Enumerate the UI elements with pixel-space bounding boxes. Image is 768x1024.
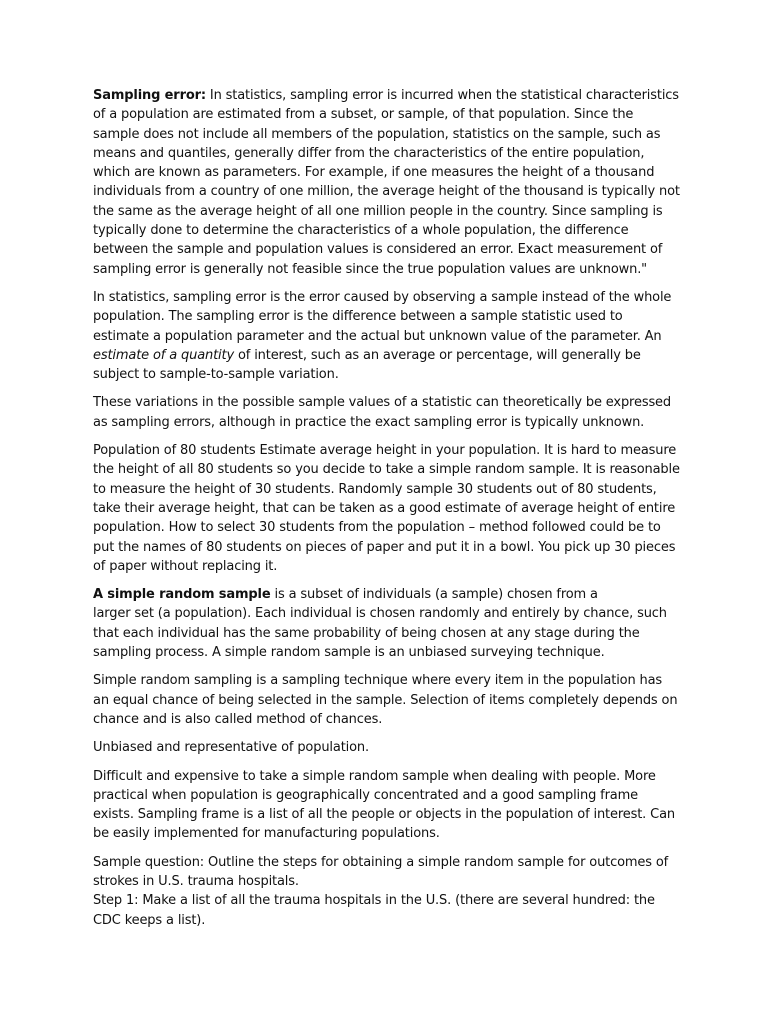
- paragraph-student-example: Population of 80 students Estimate average height in your population. It is hard to measure the height of all 80 students so you decide to take a simple random sample. It is reasonable to measure the height of 30 students. Randomly sample 30 students out of 80 students, take their average height, that can be taken as a good estimate of average height of entire population. How to select 30 students from the population – method followed could be to put the names of 80 students on pieces of paper and put it in a bowl. You pick up 30 pieces of paper without replacing it.: [93, 443, 680, 574]
- paragraph-text: larger set (a population). Each individual is chosen randomly and entirely by chance, such that each individual has the same probability of being chosen at any stage during the sampling process. A simple random sample is an unbiased surveying technique.: [93, 606, 667, 661]
- paragraph-sampling-error: [93, 86, 681, 279]
- paragraph-simple-random-sampling: Simple random sampling is a sampling technique where every item in the population has an equal chance of being selected in the sample. Selection of items completely depends on chance and is also called method of chances.: [93, 673, 678, 727]
- term-sampling-error: Sampling error:: [93, 88, 206, 103]
- term-simple-random-sample: A simple random sample: [93, 587, 271, 603]
- paragraph-text: is a subset of individuals (a sample) chosen from a: [270, 587, 598, 603]
- paragraph-unbiased: Unbiased and representative of population.: [93, 740, 369, 756]
- paragraph-text: In statistics, sampling error is the error caused by observing a sample instead of the whole population. The sampling error is the difference between a sample statistic used to estimate a population parameter and the actual but unknown value of the parameter. An: [93, 289, 672, 344]
- paragraph-sampling-error-definition: [93, 288, 681, 384]
- paragraph-difficulties: Difficult and expensive to take a simple random sample when dealing with people. More practical when population is geographically concentrated and a good sampling frame exists. Sampling frame is a list of all the people or objects in the population of interest. Can be easily implemented for manufacturing populations.: [93, 768, 675, 842]
- step-1-text: Step 1: Make a list of all the trauma hospitals in the U.S. (there are several hundred: the CDC keeps a list).: [93, 893, 655, 928]
- sample-question-text: Sample question: Outline the steps for obtaining a simple random sample for outcomes of strokes in U.S. trauma hospitals.: [93, 854, 669, 889]
- paragraph-text: of interest, such as an average or percentage, will generally be subject to sample-to-sample variation.: [93, 347, 641, 383]
- paragraph-simple-random-sample: [93, 585, 681, 662]
- italic-phrase: estimate of a quantity: [93, 347, 234, 363]
- paragraph-text: In statistics, sampling error is incurred when the statistical characteristics of a population are estimated from a subset, or sample, of that population. Since the sample does not include all members of the population, statistics on the sample, such as means and quantiles, generally differ from the characteristics of the entire population, which are known as parameters. For example, if one measures the height of a thousand individuals from a country of one million, the average height of the thousand is typically not the same as the average height of all one million people in the country. Since sampling is typically done to determine the characteristics of a whole population, the difference between the sample and population values is considered an error. Exact measurement of sampling error is generally not feasible since the true population values are unknown.": [93, 88, 680, 277]
- document-page: [93, 86, 681, 939]
- paragraph-sample-question: [93, 853, 681, 930]
- paragraph-variations: These variations in the possible sample values of a statistic can theoretically be expressed as sampling errors, although in practice the exact sampling error is typically unknown.: [93, 395, 672, 430]
